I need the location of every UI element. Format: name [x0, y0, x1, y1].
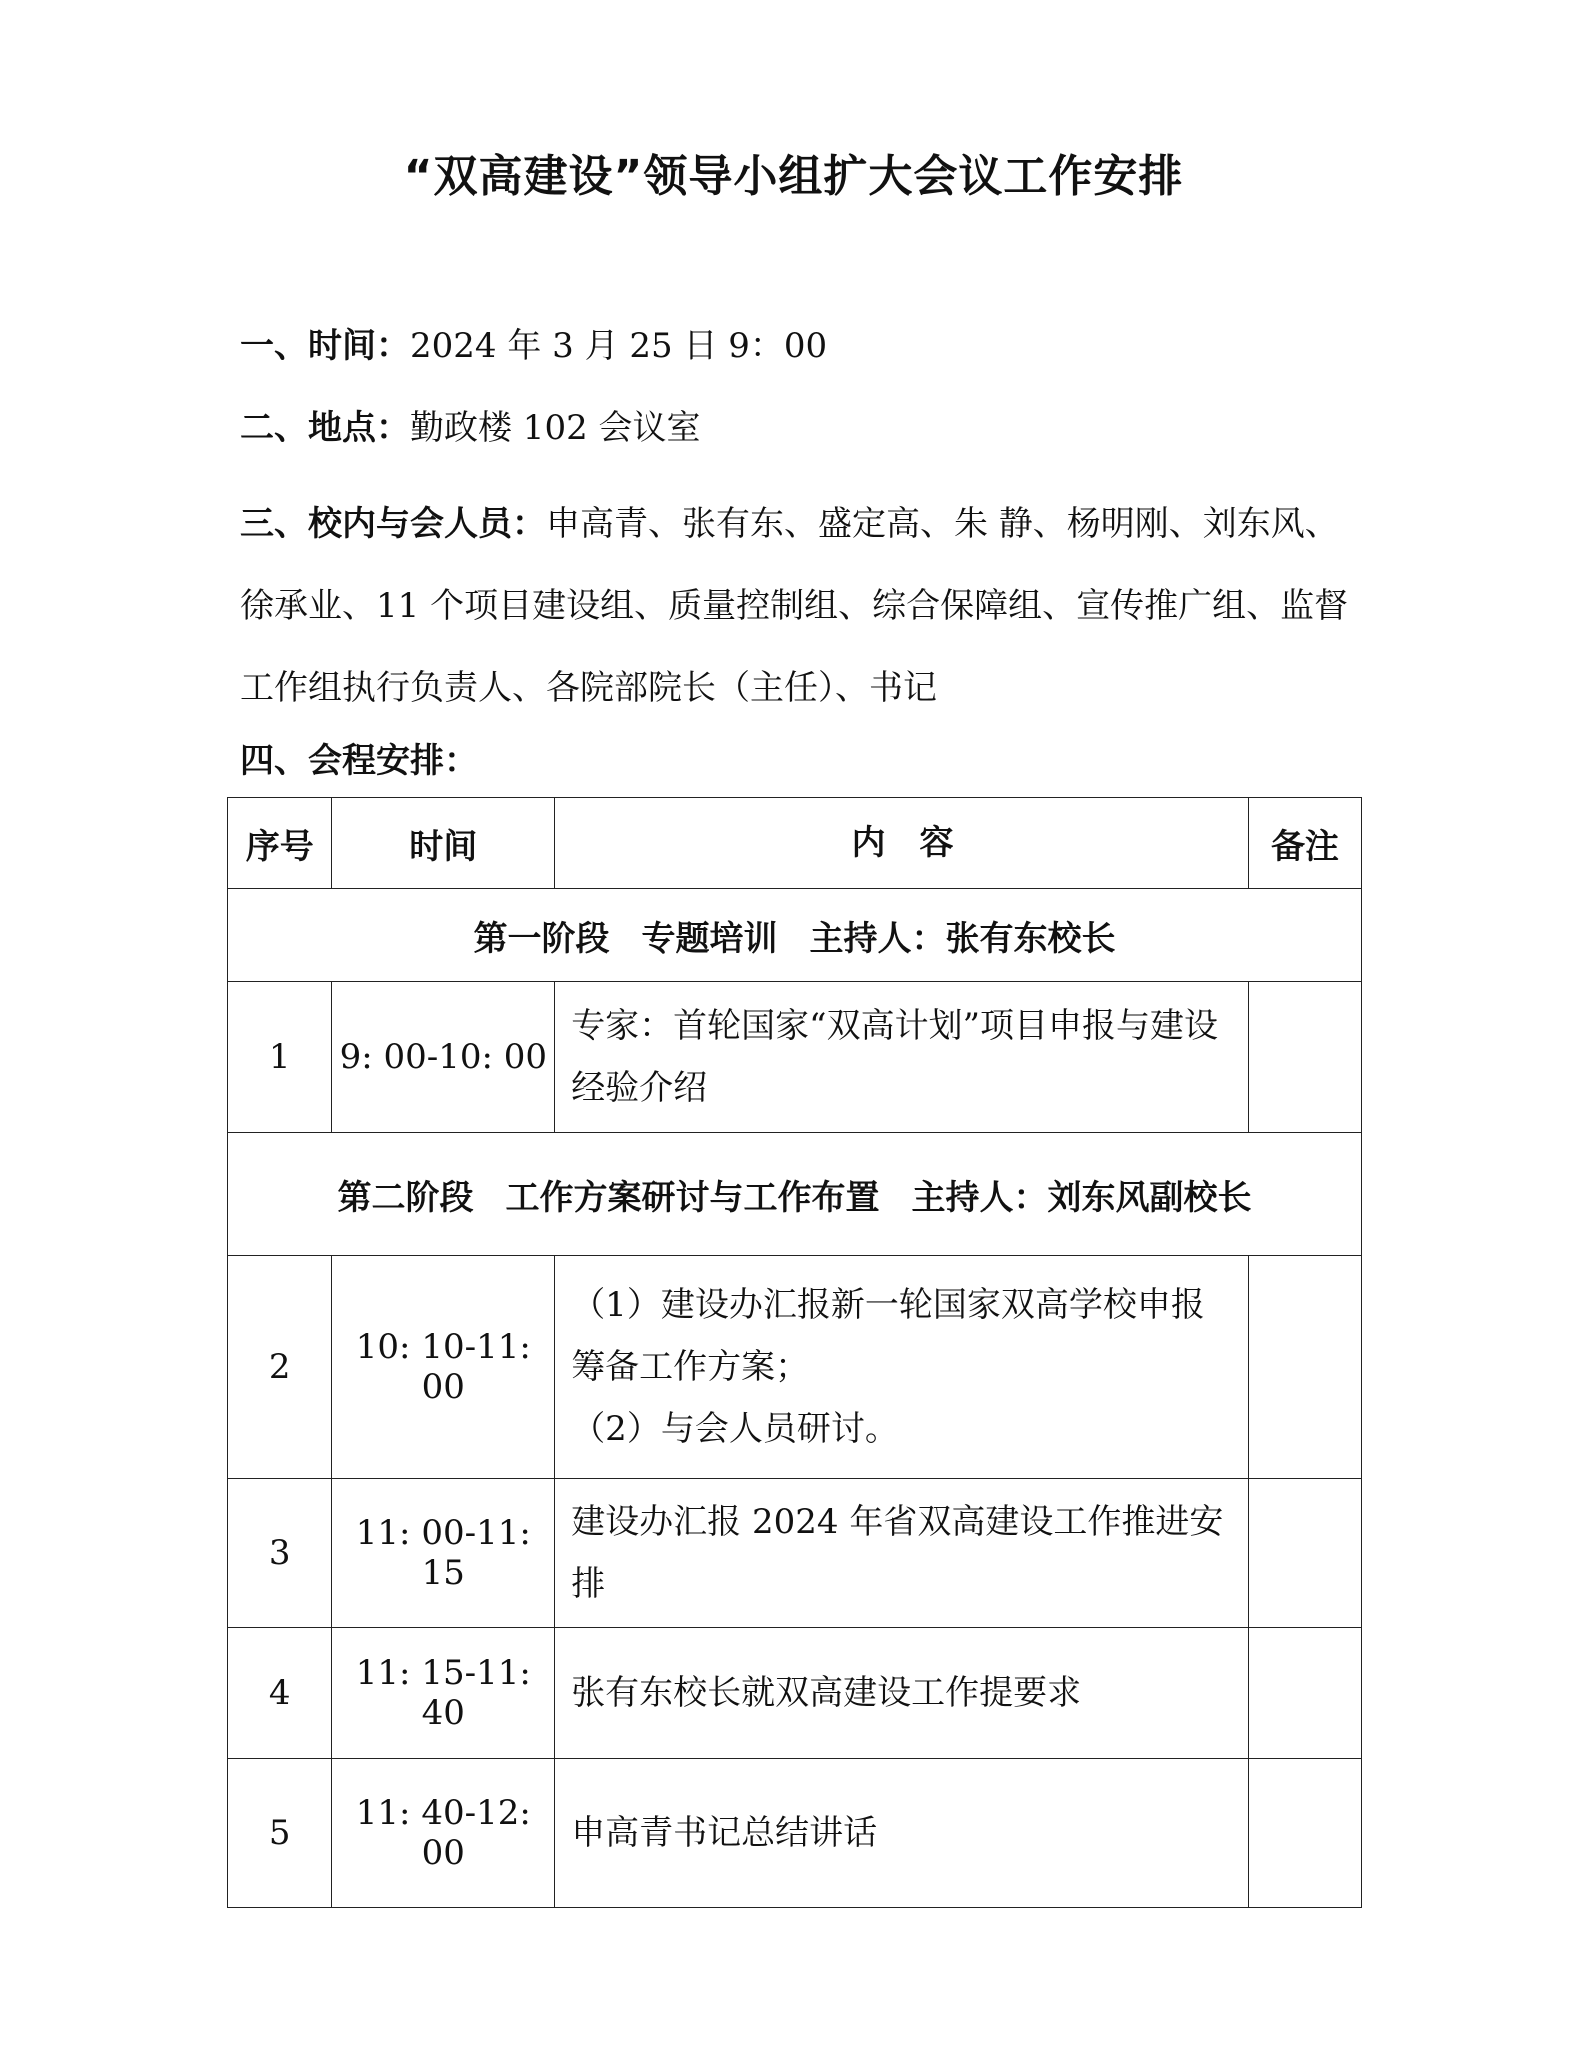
- table-row: [228, 1479, 1362, 1628]
- stage-1-cell: [228, 889, 1362, 982]
- row-content: [555, 982, 1249, 1133]
- content-line: 建设办汇报 2024 年省双高建设工作推进安排: [571, 1502, 1224, 1604]
- stage-row-2: [228, 1133, 1362, 1256]
- row-time: 11: 15-11: 40: [332, 1628, 555, 1759]
- table-row: [228, 1759, 1362, 1908]
- row-note: [1248, 1628, 1361, 1759]
- header-content: 内 容: [555, 798, 1249, 889]
- stage-row-1: [228, 889, 1362, 982]
- row-time: 10: 10-11: 00: [332, 1256, 555, 1479]
- row-note: [1248, 982, 1361, 1133]
- content-line: （1）建设办汇报新一轮国家双高学校申报筹备工作方案；: [571, 1285, 1205, 1387]
- row-note: [1248, 1256, 1361, 1479]
- row-no: 2: [228, 1256, 332, 1479]
- row-time: 9: 00-10: 00: [332, 982, 555, 1133]
- table-row: [228, 1628, 1362, 1759]
- time-value: 2024 年 3 月 25 日 9：00: [410, 326, 828, 366]
- meeting-attendees: [240, 483, 1350, 729]
- row-no: 4: [228, 1628, 332, 1759]
- row-note: [1248, 1479, 1361, 1628]
- stage-2-topic: 工作方案研讨与工作布置: [505, 1177, 880, 1218]
- content-line: 申高青书记总结讲话: [571, 1813, 878, 1853]
- content-line: 张有东校长就双高建设工作提要求: [571, 1673, 1082, 1713]
- header-no: 序号: [228, 798, 332, 889]
- stage-2-name: 第二阶段: [337, 1177, 474, 1218]
- place-value: 勤政楼 102 会议室: [410, 408, 701, 448]
- row-content: [555, 1479, 1249, 1628]
- header-time: 时间: [332, 798, 555, 889]
- row-time: 11: 00-11: 15: [332, 1479, 555, 1628]
- table-header-row: [228, 798, 1362, 889]
- stage-2-cell: [228, 1133, 1362, 1256]
- time-label: 一、时间：: [240, 326, 410, 366]
- agenda-heading: [240, 733, 1350, 782]
- row-no: 1: [228, 982, 332, 1133]
- row-content: [555, 1628, 1249, 1759]
- meeting-time: [240, 318, 1350, 367]
- document-title: “双高建设”领导小组扩大会议工作安排: [403, 151, 1184, 202]
- meeting-place: [240, 400, 1350, 449]
- row-no: 3: [228, 1479, 332, 1628]
- agenda-table: [227, 797, 1362, 1908]
- content-line: 专家：首轮国家“双高计划”项目申报与建设经验介绍: [571, 1006, 1218, 1108]
- row-content: [555, 1256, 1249, 1479]
- row-content: [555, 1759, 1249, 1908]
- stage-1-topic: 专题培训: [641, 918, 778, 959]
- row-no: 5: [228, 1759, 332, 1908]
- header-note: 备注: [1248, 798, 1361, 889]
- table-row: [228, 982, 1362, 1133]
- content-line: （2）与会人员研讨。: [571, 1409, 899, 1449]
- attendees-value: 申高青、张有东、盛定高、朱 静、杨明刚、刘东风、徐承业、11 个项目建设组、质量控制组、综合保障组、宣传推广组、监督工作组执行负责人、各院部院长（主任）、书记: [240, 504, 1349, 708]
- stage-1-name: 第一阶段: [473, 918, 610, 959]
- stage-2-host: 主持人：刘东风副校长: [911, 1177, 1252, 1218]
- stage-1-host: 主持人：张有东校长: [809, 918, 1116, 959]
- table-row: [228, 1256, 1362, 1479]
- row-time: 11: 40-12: 00: [332, 1759, 555, 1908]
- attendees-label: 三、校内与会人员：: [240, 504, 546, 544]
- agenda-label: 四、会程安排：: [240, 741, 478, 781]
- row-note: [1248, 1759, 1361, 1908]
- place-label: 二、地点：: [240, 408, 410, 448]
